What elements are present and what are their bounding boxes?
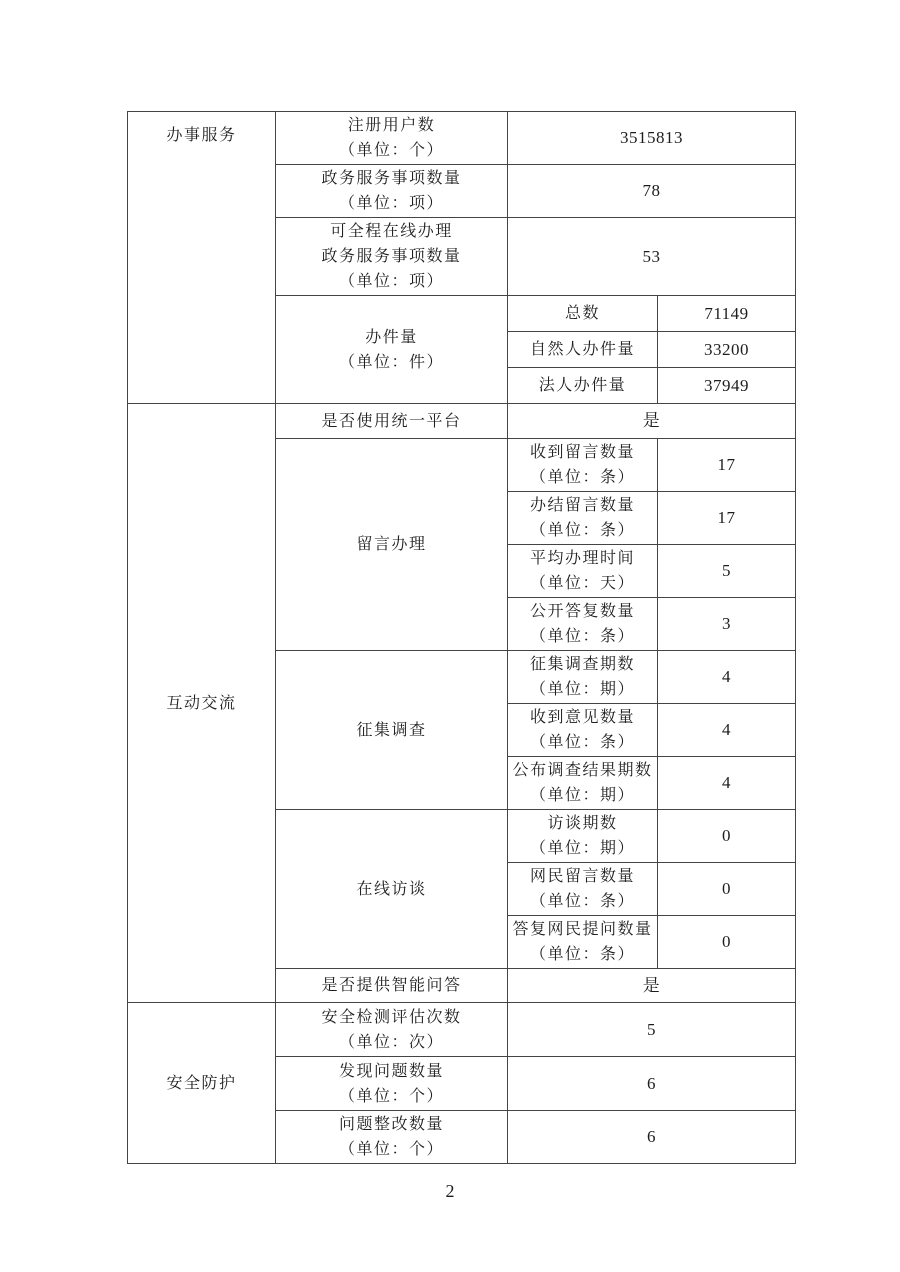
submetric-label-legal-person: 法人办件量 — [508, 368, 658, 404]
submetric-label-netizen-messages: 网民留言数量 （单位：条） — [508, 863, 658, 916]
submetric-value-average-handling-time: 5 — [658, 545, 796, 598]
metric-label-registered-users: 注册用户数 （单位：个） — [276, 112, 508, 165]
metric-value-registered-users: 3515813 — [508, 112, 796, 165]
metric-value-unified-platform: 是 — [508, 404, 796, 439]
metric-value-online-service-items: 53 — [508, 218, 796, 296]
submetric-label-netizen-questions-answered: 答复网民提问数量 （单位：条） — [508, 916, 658, 969]
metric-label-smart-qa: 是否提供智能问答 — [276, 969, 508, 1003]
submetric-label-interview-periods: 访谈期数 （单位：期） — [508, 810, 658, 863]
submetric-value-results-published: 4 — [658, 757, 796, 810]
submetric-label-messages-received: 收到留言数量 （单位：条） — [508, 439, 658, 492]
table-row — [128, 112, 796, 165]
metric-label-unified-platform: 是否使用统一平台 — [276, 404, 508, 439]
submetric-value-netizen-messages: 0 — [658, 863, 796, 916]
metric-value-problems-rectified: 6 — [508, 1111, 796, 1164]
group-label-liuyanbanli: 留言办理 — [276, 439, 508, 651]
page-number: 2 — [445, 1181, 455, 1201]
submetric-value-messages-received: 17 — [658, 439, 796, 492]
metric-value-service-items: 78 — [508, 165, 796, 218]
section-label-hudongjiaoliu: 互动交流 — [128, 404, 276, 1003]
table-row — [128, 404, 796, 439]
submetric-value-interview-periods: 0 — [658, 810, 796, 863]
section-label-anquanfanghu: 安全防护 — [128, 1003, 276, 1164]
metric-label-problems-found: 发现问题数量 （单位：个） — [276, 1057, 508, 1111]
submetric-label-average-handling-time: 平均办理时间 （单位：天） — [508, 545, 658, 598]
submetric-value-opinions-received: 4 — [658, 704, 796, 757]
group-label-banjianliang: 办件量 （单位：件） — [276, 296, 508, 404]
submetric-value-netizen-questions-answered: 0 — [658, 916, 796, 969]
submetric-value-survey-periods: 4 — [658, 651, 796, 704]
submetric-label-public-replies: 公开答复数量 （单位：条） — [508, 598, 658, 651]
metric-value-problems-found: 6 — [508, 1057, 796, 1111]
report-table — [127, 111, 796, 1164]
submetric-label-natural-person: 自然人办件量 — [508, 332, 658, 368]
submetric-label-results-published: 公布调查结果期数 （单位：期） — [508, 757, 658, 810]
submetric-value-public-replies: 3 — [658, 598, 796, 651]
group-label-zaixianfangtan: 在线访谈 — [276, 810, 508, 969]
metric-label-online-service-items: 可全程在线办理 政务服务事项数量 （单位：项） — [276, 218, 508, 296]
submetric-value-legal-person: 37949 — [658, 368, 796, 404]
submetric-value-natural-person: 33200 — [658, 332, 796, 368]
submetric-label-total: 总数 — [508, 296, 658, 332]
submetric-label-messages-resolved: 办结留言数量 （单位：条） — [508, 492, 658, 545]
submetric-label-survey-periods: 征集调查期数 （单位：期） — [508, 651, 658, 704]
metric-value-security-assessments: 5 — [508, 1003, 796, 1057]
table-row — [128, 1003, 796, 1057]
submetric-label-opinions-received: 收到意见数量 （单位：条） — [508, 704, 658, 757]
metric-label-service-items: 政务服务事项数量 （单位：项） — [276, 165, 508, 218]
group-label-zhengjidiaocha: 征集调查 — [276, 651, 508, 810]
section-label-banshifuwu: 办事服务 — [128, 112, 276, 404]
metric-value-smart-qa: 是 — [508, 969, 796, 1003]
metric-label-security-assessments: 安全检测评估次数 （单位：次） — [276, 1003, 508, 1057]
submetric-value-total: 71149 — [658, 296, 796, 332]
metric-label-problems-rectified: 问题整改数量 （单位：个） — [276, 1111, 508, 1164]
submetric-value-messages-resolved: 17 — [658, 492, 796, 545]
